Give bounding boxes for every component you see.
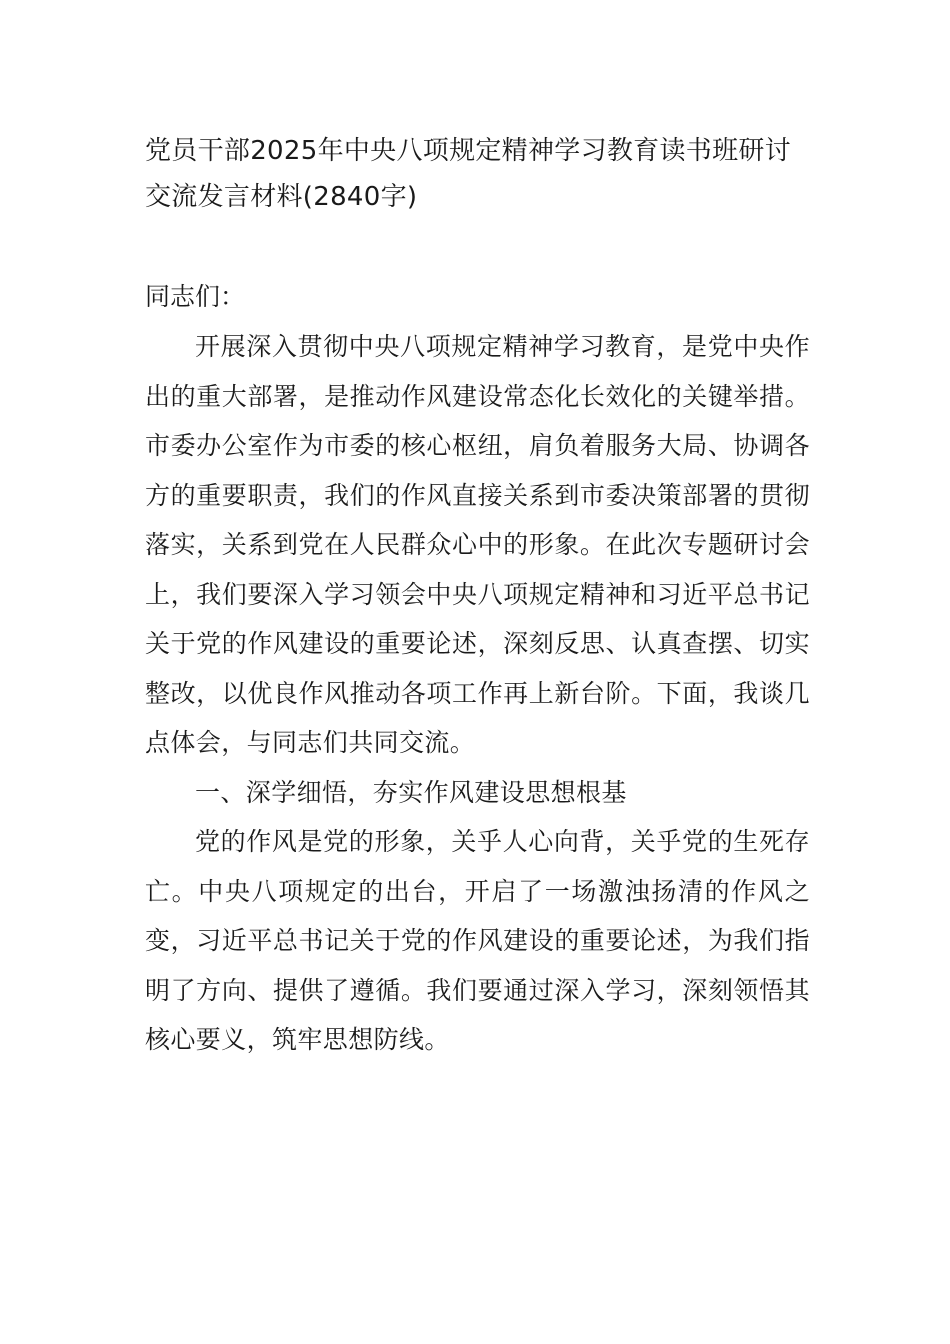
section-heading: 一、深学细悟，夯实作风建设思想根基 — [195, 777, 627, 807]
salutation: 同志们： — [145, 282, 246, 311]
document-page — [145, 128, 810, 1065]
title-spacer — [145, 220, 810, 272]
body-paragraph: 党的作风是党的形象，关乎人心向背，关乎党的生死存亡。中央八项规定的出台，开启了一场激浊扬清的作风之变，习近平总书记关于党的作风建设的重要论述，为我们指明了方向、提供了遵循。我们要通过深入学习，深刻领悟其核心要义，筑牢思想防线。 — [145, 827, 810, 1054]
document-title: 党员干部2025年中央八项规定精神学习教育读书班研讨交流发言材料(2840字) — [145, 136, 791, 212]
intro-paragraph: 开展深入贯彻中央八项规定精神学习教育，是党中央作出的重大部署，是推动作风建设常态化长效化的关键举措。市委办公室作为市委的核心枢纽，肩负着服务大局、协调各方的重要职责，我们的作风直接关系到市委决策部署的贯彻落实，关系到党在人民群众心中的形象。在此次专题研讨会上，我们要深入学习领会中央八项规定精神和习近平总书记关于党的作风建设的重要论述，深刻反思、认真查摆、切实整改，以优良作风推动各项工作再上新台阶。下面，我谈几点体会，与同志们共同交流。 — [145, 332, 810, 757]
